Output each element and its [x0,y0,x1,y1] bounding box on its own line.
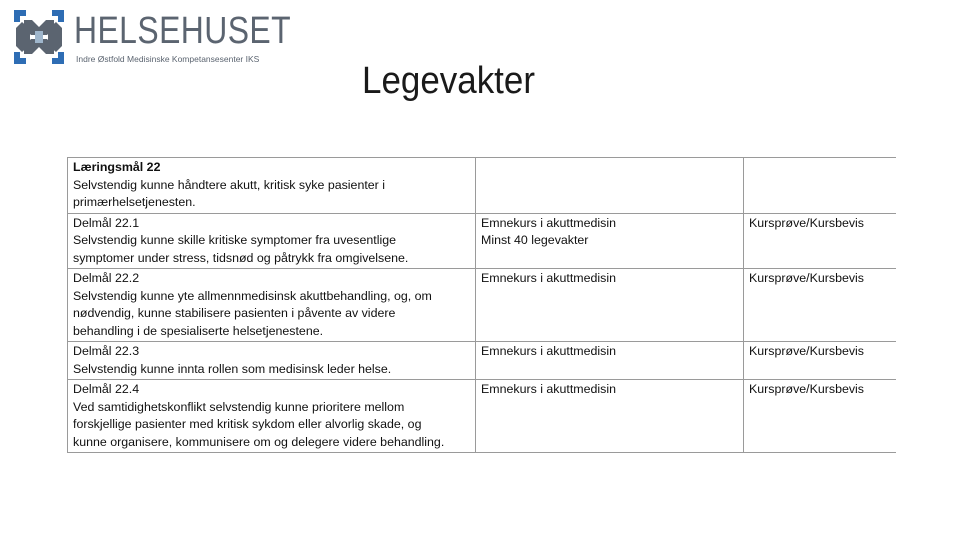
activity-cell [476,158,744,214]
activity-cell [476,380,744,453]
activity-text-line: Emnekurs i akuttmedisin [481,344,616,358]
goal-heading: Delmål 22.4 [73,382,140,396]
activity-cell [476,269,744,342]
goal-cell [68,213,476,269]
helsehuset-logo [10,8,292,70]
activity-cell [476,213,744,269]
logo-name: HELSEHUSET [74,10,292,52]
goal-text-line: Selvstendig kunne innta rollen som medisinsk leder helse. [73,361,392,376]
goal-cell [68,342,476,380]
table-row [68,269,897,342]
activity-text-line: Emnekurs i akuttmedisin [481,215,616,230]
assessment-cell [744,380,897,453]
table-row [68,213,897,269]
table-row [68,342,897,380]
assessment-text: Kursprøve/Kursbevis [749,271,864,285]
goal-cell [68,380,476,453]
goal-heading: Læringsmål 22 [73,160,161,174]
logo-subtitle: Indre Østfold Medisinske Kompetansesenter IKS [76,54,260,64]
goal-text-line: primærhelsetjenesten. [73,195,196,209]
goal-text-line: forskjellige pasienter med kritisk sykdom eller alvorlig skade, og [73,417,422,431]
assessment-text: Kursprøve/Kursbevis [749,344,864,358]
assessment-text: Kursprøve/Kursbevis [749,215,864,230]
goal-text-line: kunne organisere, kommunisere om og delegere videre behandling. [73,434,445,449]
goal-cell [68,269,476,342]
assessment-cell [744,269,897,342]
assessment-cell [744,342,897,380]
table-row [68,380,897,453]
helsehuset-emblem-icon [10,8,68,66]
goal-heading: Delmål 22.2 [73,271,140,285]
assessment-cell [744,213,897,269]
activity-text-line: Minst 40 legevakter [481,233,589,247]
goal-heading: Delmål 22.1 [73,215,140,230]
goal-heading: Delmål 22.3 [73,344,140,358]
goal-text-line: Ved samtidighetskonflikt selvstendig kunne prioritere mellom [73,399,405,414]
activity-cell [476,342,744,380]
goal-text-line: behandling i de spesialiserte helsetjenestene. [73,323,324,338]
activity-text-line: Emnekurs i akuttmedisin [481,382,616,396]
goal-text-line: symptomer under stress, tidsnød og påtrykk fra omgivelsene. [73,250,409,265]
goal-text-line: Selvstendig kunne yte allmennmedisinsk akuttbehandling, og, om [73,288,432,303]
table-row [68,158,897,214]
assessment-cell [744,158,897,214]
learning-goals-table [67,157,896,453]
goal-text-line: Selvstendig kunne håndtere akutt, kritisk syke pasienter i [73,177,385,192]
goal-text-line: nødvendig, kunne stabilisere pasienten i påvente av videre [73,306,396,320]
activity-text-line: Emnekurs i akuttmedisin [481,271,616,285]
slide-title: Legevakter [362,60,535,102]
goal-cell [68,158,476,214]
goal-text-line: Selvstendig kunne skille kritiske symptomer fra uvesentlige [73,233,396,247]
assessment-text: Kursprøve/Kursbevis [749,382,864,396]
